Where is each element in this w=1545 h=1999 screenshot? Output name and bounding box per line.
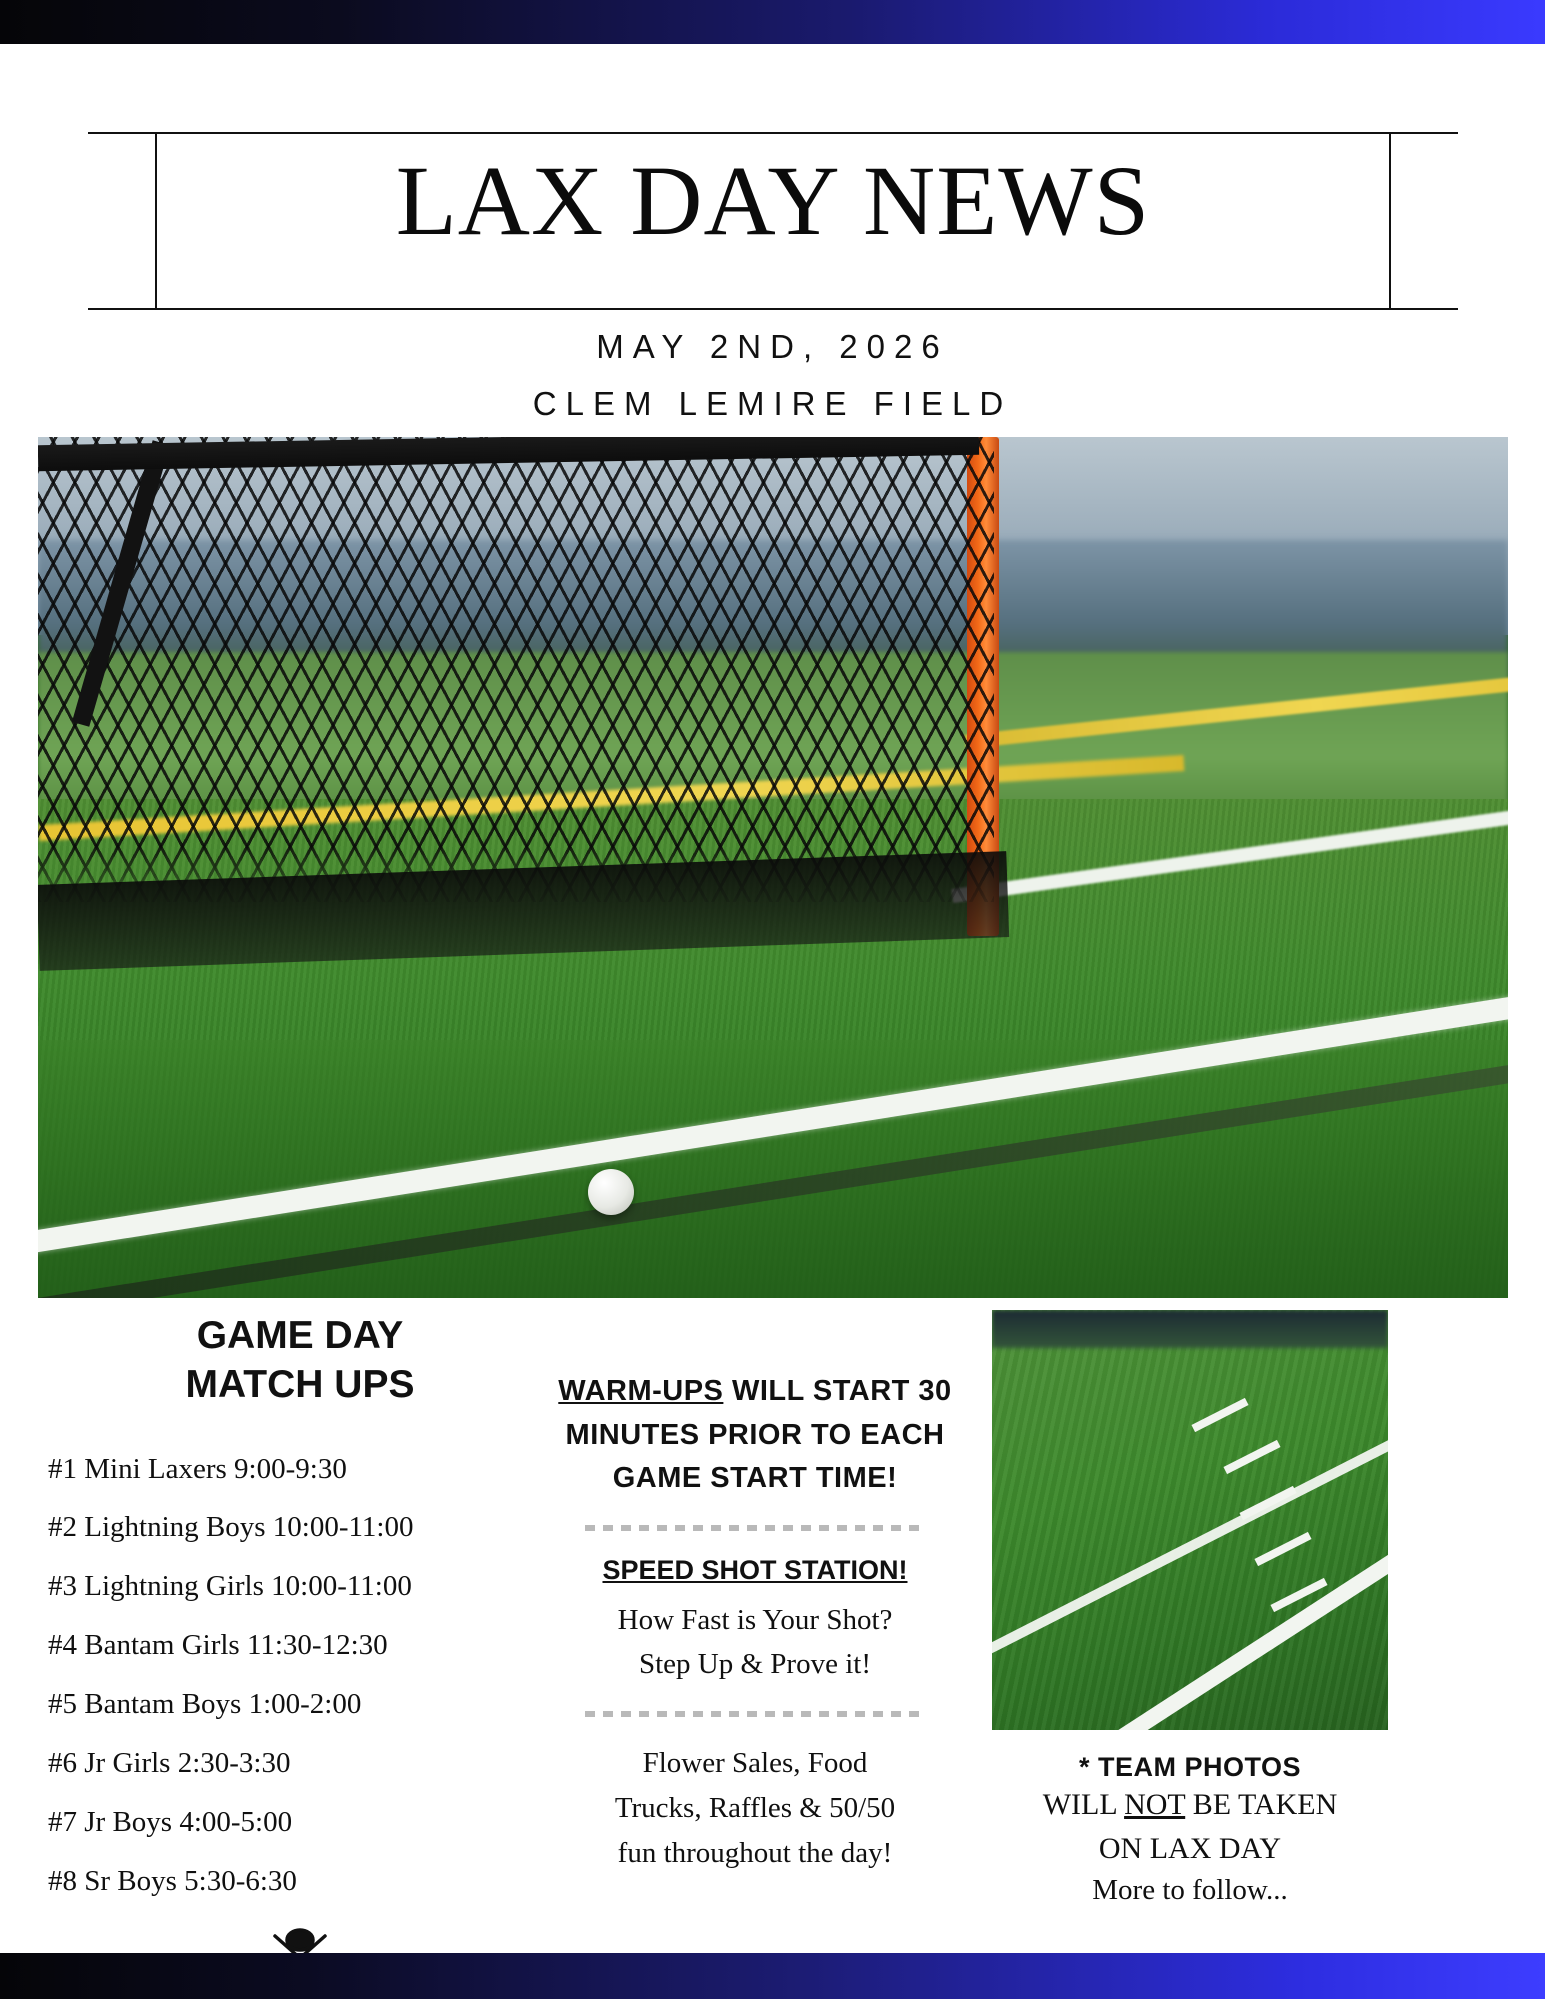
lacrosse-ball-icon	[588, 1169, 634, 1215]
turf-field-photo	[992, 1310, 1388, 1730]
list-item: #4 Bantam Girls 11:30-12:30	[48, 1629, 388, 1662]
event-date: MAY 2ND, 2026	[596, 328, 949, 365]
speed-shot-body	[545, 1598, 965, 1688]
turf-field-backdrop	[992, 1310, 1388, 1348]
speed-shot-title: SPEED SHOT STATION!	[602, 1554, 908, 1585]
event-location: CLEM LEMIRE FIELD	[532, 385, 1013, 422]
list-item: #6 Jr Girls 2:30-3:30	[48, 1746, 291, 1779]
team-photos-line2: ON LAX DAY	[1098, 1831, 1282, 1865]
speed-shot-line2: Step Up & Prove it!	[639, 1648, 871, 1681]
page-title: LAX DAY NEWS	[395, 145, 1151, 256]
team-photos-line1-pre: WILL	[1042, 1788, 1125, 1821]
bottom-gradient-bar	[0, 1953, 1545, 1999]
extras-line3: fun throughout the day!	[617, 1837, 893, 1870]
extras-line2: Trucks, Raffles & 50/50	[614, 1792, 896, 1825]
schedule-column	[40, 1312, 560, 1995]
divider-dotted-1	[585, 1525, 925, 1531]
masthead	[88, 132, 1458, 310]
warmups-line1	[545, 1370, 965, 1414]
warmups-emphasis: WARM-UPS	[558, 1375, 724, 1407]
list-item: #3 Lightning Girls 10:00-11:00	[48, 1570, 412, 1603]
announcements-column	[545, 1370, 965, 1876]
turf-field-grass	[992, 1310, 1388, 1730]
goal-net	[38, 437, 994, 902]
team-photos-line1	[992, 1783, 1388, 1827]
schedule-heading-line2: MATCH UPS	[185, 1362, 415, 1406]
top-gradient-bar	[0, 0, 1545, 44]
speed-shot-line1: How Fast is Your Shot?	[617, 1603, 893, 1636]
warmups-line2: MINUTES PRIOR TO EACH	[565, 1418, 945, 1451]
warmups-line1-rest: WILL START 30	[723, 1375, 952, 1407]
list-item: #2 Lightning Boys 10:00-11:00	[48, 1511, 414, 1544]
team-photos-more: More to follow...	[1092, 1874, 1288, 1906]
team-photos-column	[992, 1310, 1388, 1907]
team-photos-body	[992, 1783, 1388, 1870]
list-item: #1 Mini Laxers 9:00-9:30	[48, 1452, 347, 1485]
warmups-line3: GAME START TIME!	[612, 1462, 898, 1494]
extras-body	[545, 1741, 965, 1876]
match-ups-list	[40, 1440, 560, 1911]
hero-turf-shadow	[38, 1040, 1508, 1298]
extras-line1: Flower Sales, Food	[642, 1747, 868, 1780]
divider-dotted-2	[585, 1711, 925, 1717]
hero-photo-lacrosse-goal	[38, 437, 1508, 1298]
list-item: #7 Jr Boys 4:00-5:00	[48, 1805, 293, 1838]
team-photos-not: NOT	[1124, 1788, 1186, 1821]
list-item: #5 Bantam Boys 1:00-2:00	[48, 1687, 362, 1720]
schedule-heading	[40, 1312, 560, 1410]
warmups-note	[545, 1370, 965, 1501]
team-photos-heading: * TEAM PHOTOS	[1078, 1752, 1302, 1782]
list-item: #8 Sr Boys 5:30-6:30	[48, 1864, 297, 1897]
schedule-heading-line1: GAME DAY	[196, 1314, 404, 1357]
team-photos-line1-post: BE TAKEN	[1185, 1788, 1338, 1821]
